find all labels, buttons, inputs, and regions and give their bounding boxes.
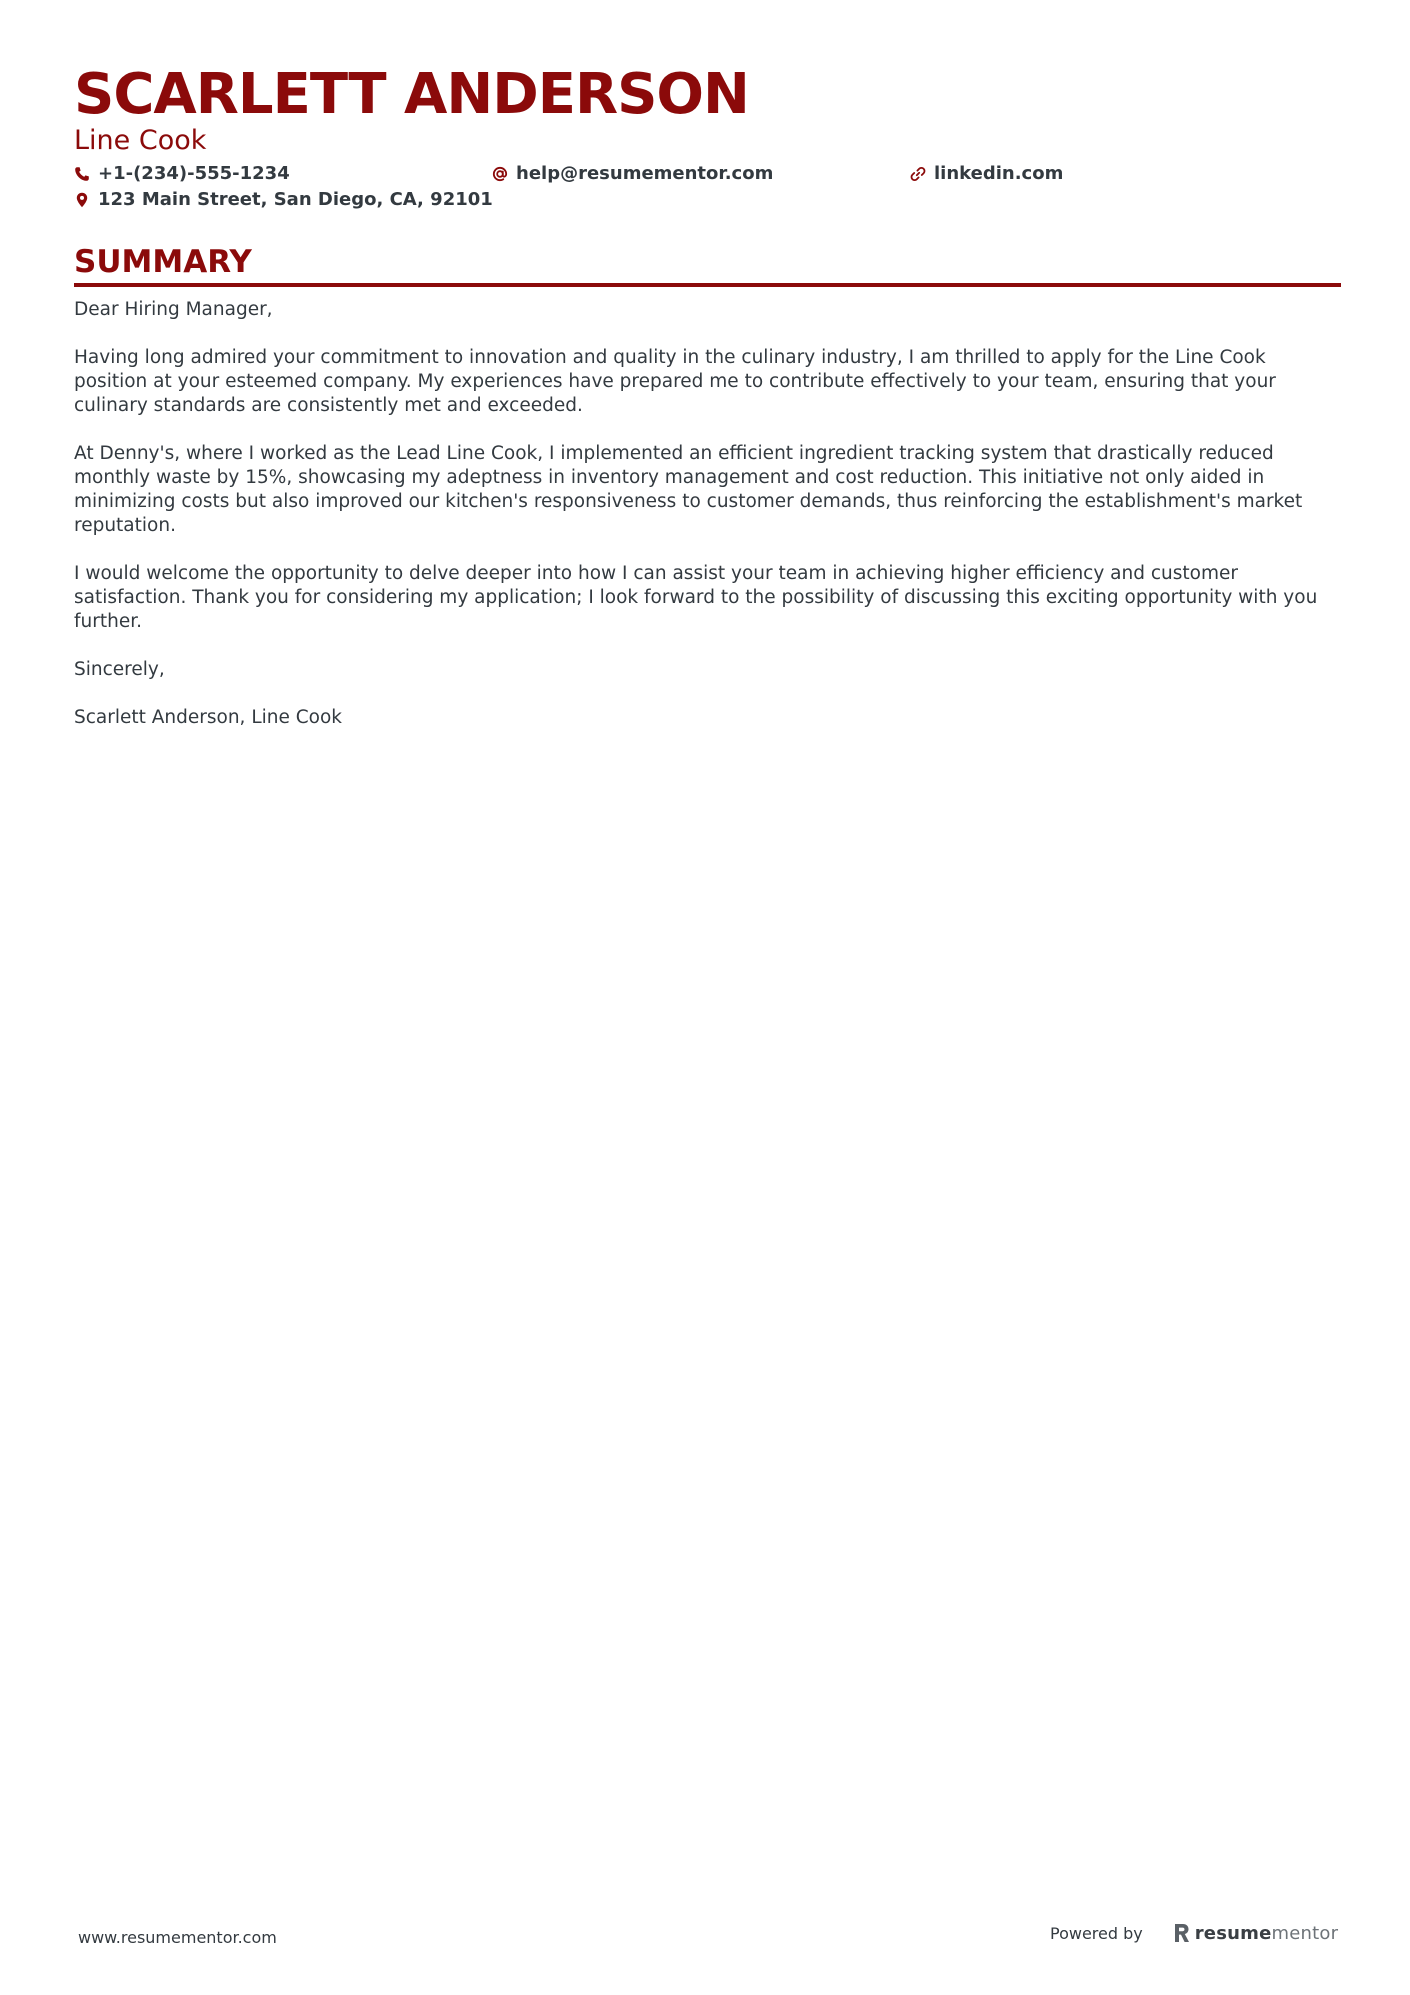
phone-text: +1-(234)-555-1234 [98,163,290,184]
location-pin-icon [74,192,90,208]
brand-name-bold: resume [1194,1922,1272,1944]
contact-address [74,188,493,212]
footer-website[interactable]: www.resumementor.com [78,1928,277,1947]
linkedin-text[interactable]: linkedin.com [934,163,1064,184]
phone-icon [74,166,90,182]
footer-powered-by [1050,1922,1338,1944]
letter-paragraph: I would welcome the opportunity to delve deeper into how I can assist your team in achieving higher efficiency and customer satisfaction. Thank you for considering my application; I look forward to the possibility of discussing this exciting opportunity with you further. [74,563,1318,632]
letter-greeting: Dear Hiring Manager, [74,299,273,320]
section-divider [74,283,1341,287]
contact-phone [74,162,290,186]
job-title: Line Cook [74,125,207,156]
at-icon [492,166,508,182]
brand-name-light: mentor [1271,1922,1339,1944]
link-icon [910,166,926,182]
address-text: 123 Main Street, San Diego, CA, 92101 [98,189,493,210]
contact-linkedin[interactable] [910,162,1063,186]
resumementor-logo-icon [1173,1922,1191,1944]
brand-name [1195,1923,1338,1944]
letter-closing: Sincerely, [74,659,165,680]
brand-logo[interactable] [1173,1922,1338,1944]
cover-letter-body [74,298,1341,754]
letter-paragraph: Having long admired your commitment to innovation and quality in the culinary industry, I am thrilled to apply for the Line Cook position at your esteemed company. My experiences have prepared me to contribute effectively to your team, ensuring that your culinary standards are consistently met and exceeded. [74,347,1276,416]
contact-email[interactable] [492,162,773,186]
powered-by-text: Powered by [1050,1923,1143,1943]
letter-paragraph: At Denny's, where I worked as the Lead Line Cook, I implemented an efficient ingredient tracking system that drastically reduced monthly waste by 15%, showcasing my adeptness in inventory management and cost reduction. This initiative not only aided in minimizing costs but also improved our kitchen's responsiveness to customer demands, thus reinforcing the establishment's market reputation. [74,443,1303,536]
letter-signature: Scarlett Anderson, Line Cook [74,707,343,728]
section-title-summary: SUMMARY [74,244,252,280]
email-text[interactable]: help@resumementor.com [516,163,774,184]
candidate-name: SCARLETT ANDERSON [74,62,749,127]
